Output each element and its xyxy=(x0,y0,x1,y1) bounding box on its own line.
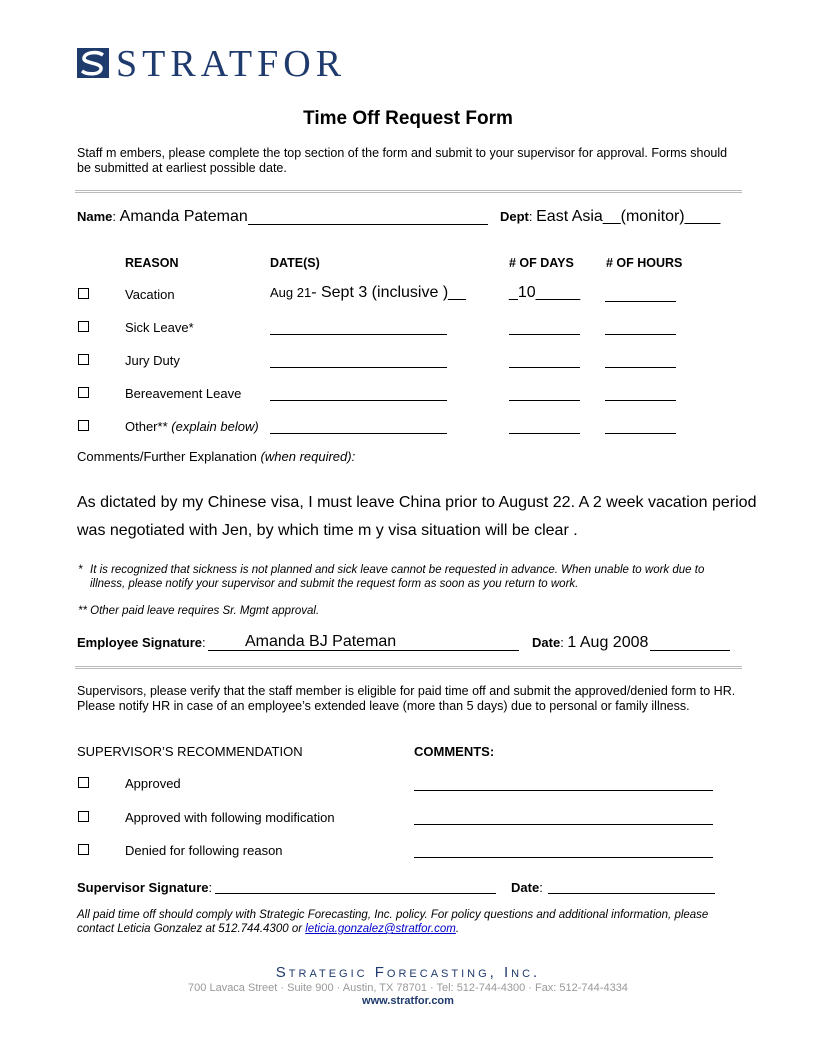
footer-address: 700 Lavaca Street · Suite 900 · Austin, TX 78701 · Tel: 512-744-4300 · Fax: 512-744-4334 xyxy=(188,982,628,994)
employee-date-value: 1 Aug 2008 xyxy=(567,634,649,651)
option-approved-modification: Approved with following modification xyxy=(125,810,335,825)
footer-website[interactable]: www.stratfor.com xyxy=(362,995,454,1007)
comments-label-note: (when required): xyxy=(260,449,356,464)
name-underline xyxy=(248,224,488,225)
option-denied: Denied for following reason xyxy=(125,843,283,858)
other-checkbox[interactable] xyxy=(78,420,89,431)
footnote-sick: It is recognized that sickness is not planned and sick leave cannot be requested in advance. When unable to work due to illness, please notify your supervisor and submit the request form as soon as you return to work. xyxy=(90,564,705,590)
vacation-days[interactable]: _10_____ xyxy=(509,284,581,301)
vacation-hours-line[interactable] xyxy=(605,301,676,302)
policy-email-link[interactable]: leticia.gonzalez@stratfor.com xyxy=(305,923,456,935)
modification-comment-line[interactable] xyxy=(414,824,713,825)
stratfor-logo-icon xyxy=(77,48,109,78)
denied-comment-line[interactable] xyxy=(414,857,713,858)
employee-date-line xyxy=(650,650,730,651)
jury-dates-line[interactable] xyxy=(270,367,447,368)
dept-value: East Asia__(monitor)____ xyxy=(536,208,721,225)
divider-2 xyxy=(75,666,742,669)
reason-other-note: (explain below) xyxy=(171,419,259,434)
comments-label-text: Comments/Further Explanation xyxy=(77,449,257,464)
jury-duty-checkbox[interactable] xyxy=(78,354,89,365)
vacation-checkbox[interactable] xyxy=(78,288,89,299)
other-dates-line[interactable] xyxy=(270,433,447,434)
approved-comment-line[interactable] xyxy=(414,790,713,791)
supervisor-signature-field[interactable]: Supervisor Signature: xyxy=(77,880,213,895)
supervisor-date-label: Date xyxy=(511,880,540,895)
employee-signature-label: Employee Signature xyxy=(77,635,202,650)
bereavement-checkbox[interactable] xyxy=(78,387,89,398)
logo-text: STRATFOR xyxy=(116,43,347,85)
vacation-dates[interactable] xyxy=(270,284,466,302)
dept-field[interactable]: Dept: East Asia__(monitor)____ xyxy=(500,208,721,225)
other-hours-line[interactable] xyxy=(605,433,676,434)
jury-hours-line[interactable] xyxy=(605,367,676,368)
sick-leave-checkbox[interactable] xyxy=(78,321,89,332)
col-hours: # OF HOURS xyxy=(606,256,683,270)
col-days: # OF DAYS xyxy=(509,256,574,270)
footnote-star: * xyxy=(78,564,83,576)
reason-other-label: Other** xyxy=(125,419,168,434)
bereavement-hours-line[interactable] xyxy=(605,400,676,401)
supervisor-signature-label: Supervisor Signature xyxy=(77,880,209,895)
employee-date-field[interactable]: Date: 1 Aug 2008 xyxy=(532,634,649,651)
name-field[interactable]: Name: Amanda Pateman xyxy=(77,208,248,225)
recommendation-heading: SUPERVISOR’S RECOMMENDATION xyxy=(77,744,303,759)
bereavement-dates-line[interactable] xyxy=(270,400,447,401)
other-days-line[interactable] xyxy=(509,433,580,434)
dept-label: Dept xyxy=(500,209,529,224)
supervisor-date-field[interactable]: Date: xyxy=(511,880,543,895)
employee-date-label: Date xyxy=(532,635,561,650)
reason-jury-duty: Jury Duty xyxy=(125,353,180,368)
comments-heading: COMMENTS: xyxy=(414,744,495,759)
comments-text[interactable]: As dictated by my Chinese visa, I must leave China prior to August 22. A 2 week vacation period was negotiated with Jen, by which time m y visa situation will be clear . xyxy=(77,494,757,539)
jury-days-line[interactable] xyxy=(509,367,580,368)
footer-company: Strategic Forecasting, Inc. xyxy=(275,964,541,981)
col-dates: DATE(S) xyxy=(270,256,320,270)
reason-bereavement: Bereavement Leave xyxy=(125,386,242,401)
name-value: Amanda Pateman xyxy=(119,208,248,225)
supervisor-date-line[interactable] xyxy=(548,893,715,894)
comments-label xyxy=(77,449,355,464)
page-title: Time Off Request Form xyxy=(303,108,513,129)
denied-checkbox[interactable] xyxy=(78,844,89,855)
footnote-other: ** Other paid leave requires Sr. Mgmt approval. xyxy=(78,605,320,617)
sick-dates-line[interactable] xyxy=(270,334,447,335)
sick-hours-line[interactable] xyxy=(605,334,676,335)
option-approved: Approved xyxy=(125,776,181,791)
approved-checkbox[interactable] xyxy=(78,777,89,788)
reason-sick-leave: Sick Leave* xyxy=(125,320,194,335)
employee-signature-value: Amanda BJ Pateman xyxy=(245,633,397,650)
divider xyxy=(75,190,742,193)
employee-signature-field[interactable]: Employee Signature: xyxy=(77,635,206,650)
policy-end: . xyxy=(455,923,460,935)
name-label: Name xyxy=(77,209,113,224)
intro-text: Staff m embers, please complete the top section of the form and submit to your supervisor for approval. Forms should be submitted at earliest possible date. xyxy=(77,146,728,175)
reason-vacation: Vacation xyxy=(125,287,175,302)
policy-note xyxy=(77,908,742,936)
supervisor-intro: Supervisors, please verify that the staff member is eligible for paid time off and submit the approved/denied form to HR. Please notify HR in case of an employee’s extended leave (more than 5 days) due to personal or family illness. xyxy=(77,684,736,713)
vacation-date-value: - Sept 3 (inclusive )__ xyxy=(311,284,466,301)
bereavement-days-line[interactable] xyxy=(509,400,580,401)
reason-other xyxy=(125,419,259,434)
col-reason: REASON xyxy=(125,256,179,270)
supervisor-signature-line[interactable] xyxy=(215,893,496,894)
approved-modification-checkbox[interactable] xyxy=(78,811,89,822)
policy-text: All paid time off should comply with Strategic Forecasting, Inc. policy. For policy questions and additional information, please contact Leticia Gonzalez at 512.744.4300 or xyxy=(77,909,709,935)
vacation-date-prefix: Aug 21 xyxy=(270,285,312,300)
sick-days-line[interactable] xyxy=(509,334,580,335)
